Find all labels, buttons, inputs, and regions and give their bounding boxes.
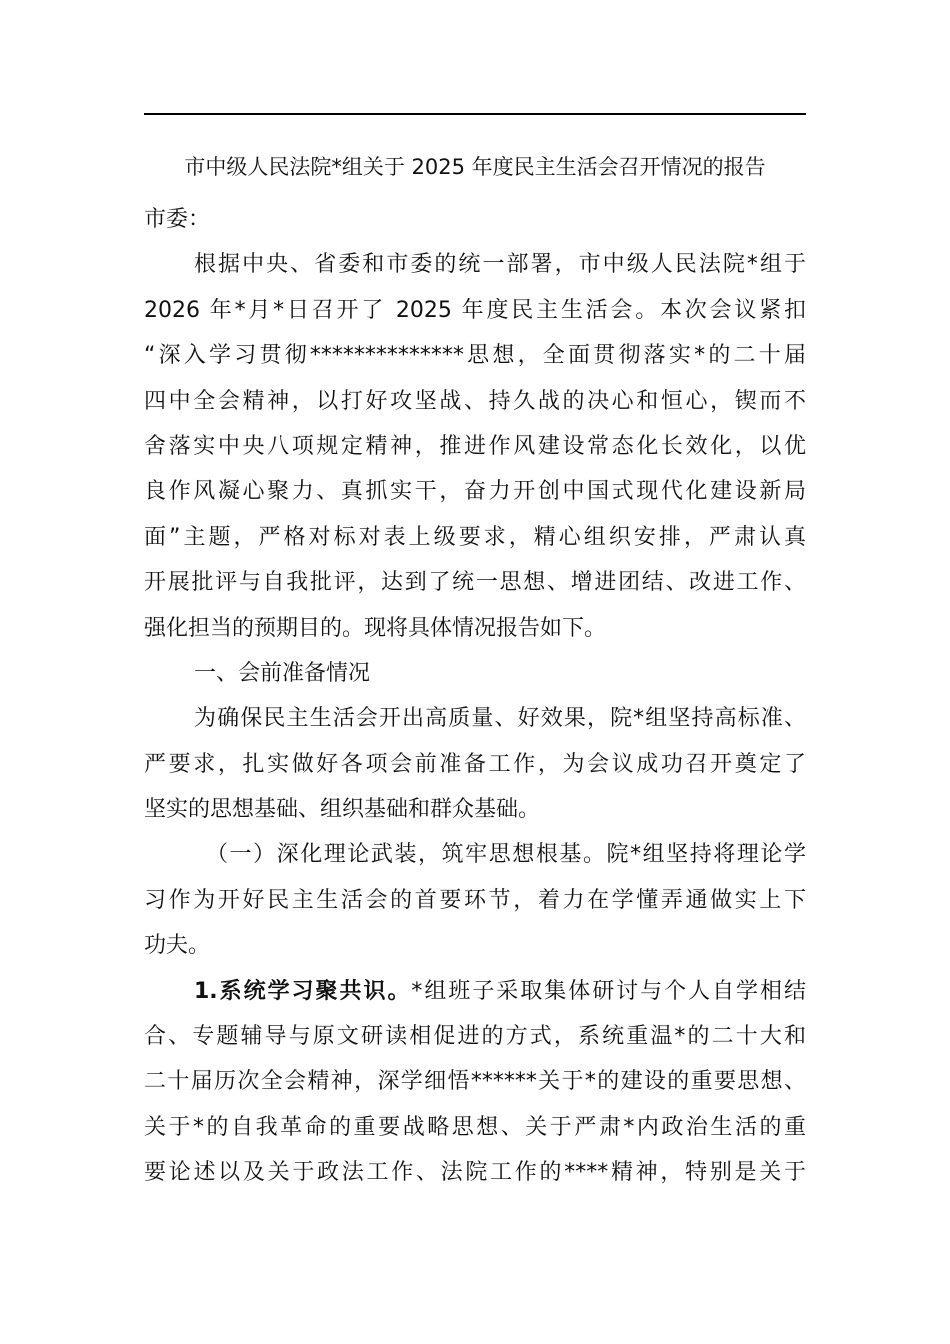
section-heading: 一、会前准备情况: [194, 660, 371, 686]
header-rule: [144, 113, 806, 115]
intro-line: 开展批评与自我批评，达到了统一思想、增进团结、改进工作、: [144, 570, 806, 596]
item-line: 二十届历次全会精神，深学细悟******关于*的建设的重要思想、: [144, 1069, 806, 1095]
item-first-line: [144, 969, 806, 1014]
intro-line: 根据中央、省委和市委的统一部署，市中级人民法院*组于: [194, 252, 806, 278]
intro-line: 舍落实中央八项规定精神，推进作风建设常态化长效化，以优: [144, 433, 806, 459]
item-line: 要论述以及关于政法工作、法院工作的****精神，特别是关于: [144, 1160, 806, 1186]
subsection-line: 习作为开好民主生活会的首要环节，着力在学懂弄通做实上下: [144, 887, 806, 913]
intro-line: 2026 年*月*日召开了 2025 年度民主生活会。本次会议紧扣: [144, 297, 806, 323]
subsection-line: 功夫。: [144, 933, 211, 959]
intro-line: 四中全会精神，以打好攻坚战、持久战的决心和恒心，锲而不: [144, 388, 806, 414]
intro-line: “深入学习贯彻**************思想，全面贯彻落实*的二十届: [144, 343, 806, 369]
section-line: 坚实的思想基础、组织基础和群众基础。: [144, 797, 541, 823]
item-heading: 1.系统学习聚共识。: [194, 978, 412, 1004]
section-line: 严要求，扎实做好各项会前准备工作，为会议成功召开奠定了: [144, 751, 806, 777]
intro-line: 强化担当的预期目的。现将具体情况报告如下。: [144, 615, 607, 641]
item-line: 关于*的自我革命的重要战略思想、关于严肃*内政治生活的重: [144, 1114, 806, 1140]
intro-line: 良作风凝心聚力、真抓实干，奋力开创中国式现代化建设新局: [144, 479, 806, 505]
salutation: 市委：: [144, 207, 211, 232]
subsection-line: （一）深化理论武装，筑牢思想根基。院*组坚持将理论学: [206, 842, 806, 868]
document-title: 市中级人民法院*组关于 2025 年度民主生活会召开情况的报告: [184, 155, 766, 179]
item-line: 合、专题辅导与原文研读相促进的方式，系统重温*的二十大和: [144, 1024, 806, 1050]
section-line: 为确保民主生活会开出高质量、好效果，院*组坚持高标准、: [194, 706, 806, 732]
document-body: [144, 197, 806, 1196]
item-first-text: *组班子采取集体研讨与个人自学相结: [411, 978, 806, 1004]
intro-line: 面”主题，严格对标对表上级要求，精心组织安排，严肃认真: [144, 524, 806, 550]
